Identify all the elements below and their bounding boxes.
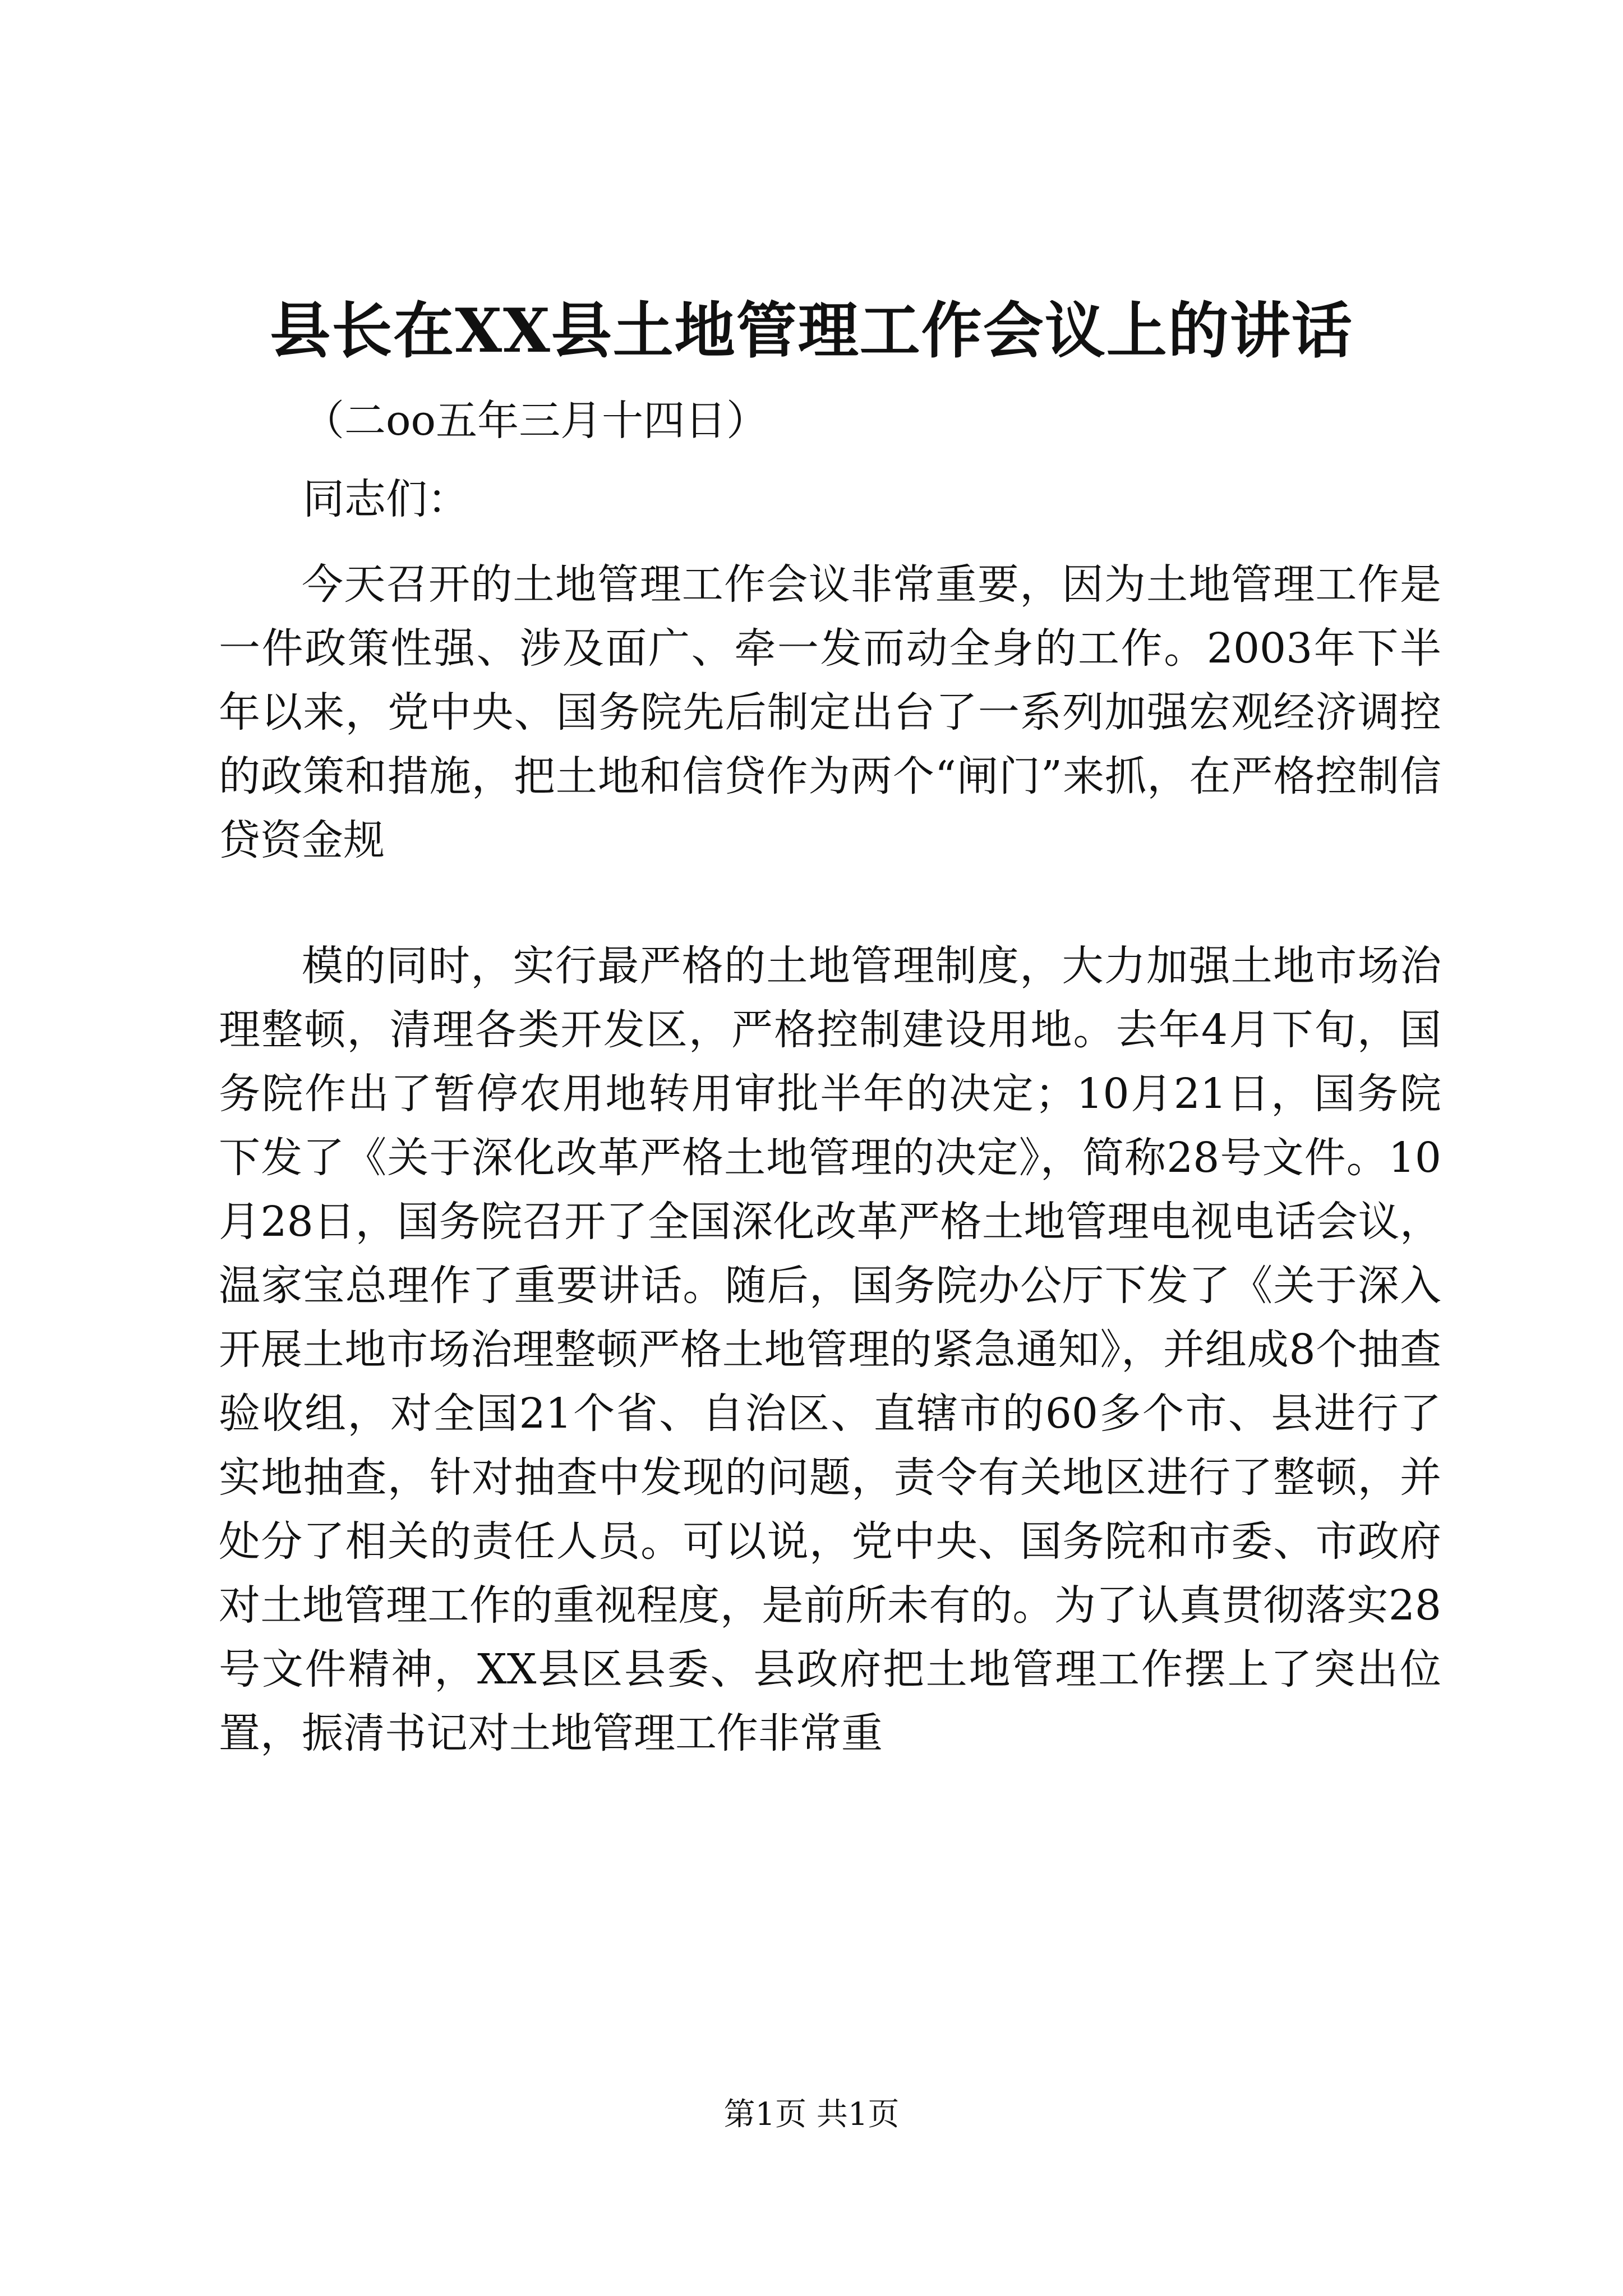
paragraph-1: 今天召开的土地管理工作会议非常重要，因为土地管理工作是一件政策性强、涉及面广、牵一发而动全身的工作。2003年下半年以来，党中央、国务院先后制定出台了一系列加强宏观经济调控的政策和措施，把土地和信贷作为两个“闸门”来抓，在严格控制信贷资金规 xyxy=(219,560,1441,864)
page-footer: 第1页 共1页 xyxy=(723,2096,900,2133)
salutation: 同志们： xyxy=(303,475,469,523)
paragraph-2: 模的同时，实行最严格的土地管理制度，大力加强土地市场治理整顿，清理各类开发区，严格控制建设用地。去年4月下旬，国务院作出了暂停农用地转用审批半年的决定；10月21日，国务院下发了《关于深化改革严格土地管理的决定》，简称28号文件。10月28日，国务院召开了全国深化改革严格土地管理电视电话会议，温家宝总理作了重要讲话。随后，国务院办公厅下发了《关于深入开展土地市场治理整顿严格土地管理的紧急通知》，并组成8个抽查验收组，对全国21个省、自治区、直辖市的60多个市、县进行了实地抽查，针对抽查中发现的问题，责令有关地区进行了整顿，并处分了相关的责任人员。可以说，党中央、国务院和市委、市政府对土地管理工作的重视程度，是前所未有的。为了认真贯彻落实28号文件精神，XX县区县委、县政府把土地管理工作摆上了突出位置，振清书记对土地管理工作非常重 xyxy=(219,942,1441,1757)
speech-date: （二oo五年三月十四日） xyxy=(303,397,768,445)
document-title: 县长在XX县土地管理工作会议上的讲话 xyxy=(270,296,1353,366)
